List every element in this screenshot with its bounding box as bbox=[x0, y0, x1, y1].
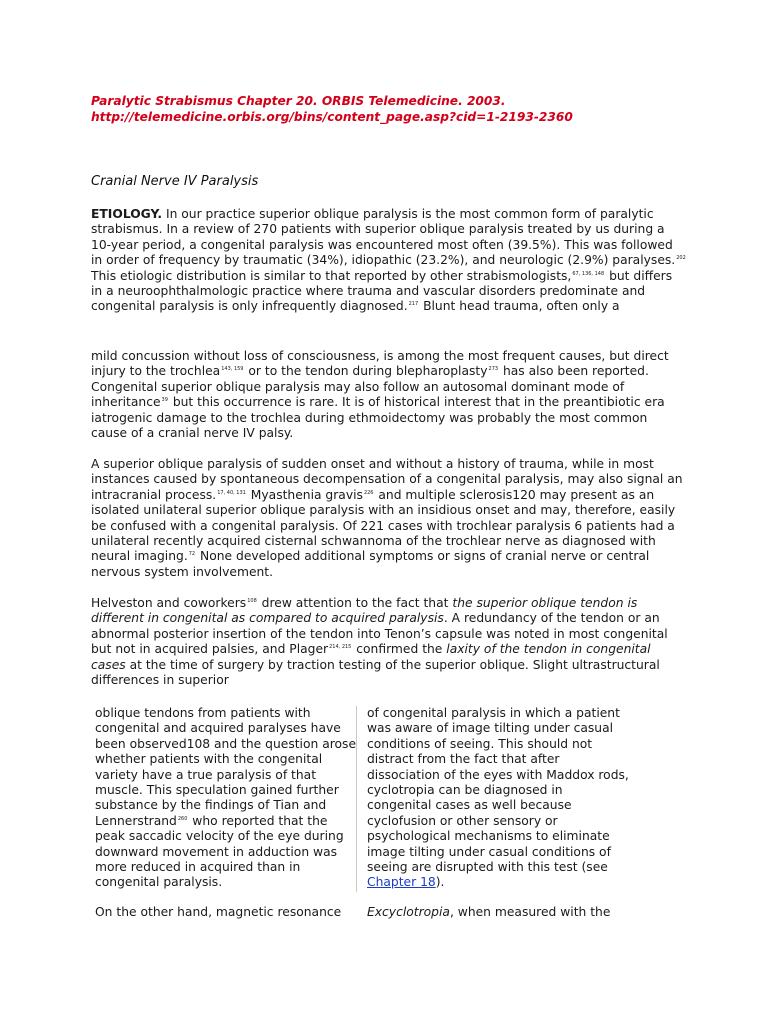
citation-url: http://telemedicine.orbis.org/bins/content_page.asp?cid=1-2193-2360 bbox=[91, 110, 573, 124]
right-column-paragraph-2 bbox=[367, 905, 629, 920]
footnote-ref: 143, 159 bbox=[221, 366, 244, 373]
emphasis: Excyclotropia bbox=[367, 904, 450, 919]
footnote-ref: 67, 136, 148 bbox=[572, 270, 605, 277]
footnote-ref: 226 bbox=[363, 489, 374, 496]
footnote-ref: 108 bbox=[247, 597, 257, 604]
left-column-paragraph bbox=[95, 706, 357, 891]
text-run: This etiologic distribution is similar to that reported by other strabismologists, bbox=[91, 268, 572, 283]
footnote-ref: 260 bbox=[177, 815, 188, 822]
text-run: or to the tendon during blepharoplasty bbox=[244, 364, 488, 379]
right-column bbox=[367, 706, 629, 920]
text-run: . A redundancy of the tendon or an abnormal posterior insertion of the tendon into Tenon’s capsule was noted in most congenital but not in acquired palsies, and Plager bbox=[91, 611, 668, 657]
footnote-ref: 39 bbox=[161, 397, 168, 404]
text-run: In our practice superior oblique paralysis is the most common form of paralytic strabismus. In a review of 270 patients with superior oblique paralysis treated by us during a 10-year period, a congenital paralysis was encountered most often (39.5%). This was followed in order of frequency by traumatic (34%), idiopathic (23.2%), and neurologic (2.9%) paralyses. bbox=[91, 207, 676, 268]
left-column bbox=[95, 706, 357, 920]
emphasis: the superior oblique tendon is different in congenital as compared to acquired paralysis bbox=[91, 596, 638, 626]
text-run: but differs in a neuroophthalmologic practice where trauma and vascular disorders predominate and congenital paralysis is only infrequently diagnosed. bbox=[91, 268, 673, 314]
footnote-ref: 273 bbox=[488, 366, 499, 373]
text-run: of congenital paralysis in which a patient was aware of image tilting under casual conditions of seeing. This should not distract from the fact that after dissociation of the eyes with Maddox rods, cyclotropia can be diagnosed in congenital cases as well because cyclofusion or other sensory or psychological mechanisms to eliminate image tilting under casual conditions of seeing are disrupted with this test (see bbox=[367, 706, 629, 875]
text-run: , when measured with the bbox=[449, 904, 611, 919]
text-run: at the time of surgery by traction testing of the superior oblique. Slight ultrastructural differences in superior bbox=[91, 657, 660, 688]
text-run: who reported that the peak saccadic velocity of the eye during downward movement in adduction was more reduced in acquired than in congenital paralysis. bbox=[95, 813, 344, 890]
citation-reference bbox=[91, 93, 731, 125]
paragraph-4 bbox=[91, 596, 687, 688]
footnote-ref: 17, 40, 131 bbox=[217, 489, 246, 496]
text-run: mild concussion without loss of consciousness, is among the most frequent causes, but direct injury to the trochlea bbox=[91, 349, 669, 379]
text-run: confirmed the bbox=[352, 642, 447, 657]
text-run: ). bbox=[435, 875, 445, 890]
etiology-paragraph bbox=[91, 207, 687, 315]
text-run: None developed additional symptoms or signs of cranial nerve or central nervous system involvement. bbox=[91, 549, 650, 579]
text-run: Myasthenia gravis bbox=[246, 487, 363, 502]
text-run: drew attention to the fact that bbox=[257, 596, 453, 610]
paragraph-3 bbox=[91, 457, 687, 580]
text-run: but this occurrence is rare. It is of historical interest that in the preantibiotic era iatrogenic damage to the trochlea during ethmoidectomy was probably the most common cause of a cranial nerve IV palsy. bbox=[91, 395, 665, 441]
text-run: A superior oblique paralysis of sudden onset and without a history of trauma, while in most instances caused by spontaneous decompensation of a congenital paralysis, may also signal an intracranial process. bbox=[91, 457, 683, 502]
section-heading: Cranial Nerve IV Paralysis bbox=[91, 174, 259, 189]
text-run: Blunt head trauma, often only a bbox=[419, 299, 620, 314]
footnote-ref: 72 bbox=[188, 551, 196, 558]
left-column-paragraph-2: On the other hand, magnetic resonance bbox=[95, 904, 342, 919]
right-column-paragraph bbox=[367, 706, 629, 891]
paragraph-2 bbox=[91, 349, 687, 441]
text-run: Helveston and coworkers bbox=[91, 596, 247, 610]
footnote-ref: 214, 215 bbox=[329, 644, 352, 651]
text-run: and multiple sclerosis120 may present as an isolated unilateral superior oblique paralysis with an insidious onset and may, therefore, easily be confused with a congenital paralysis. Of 221 cases with trochlear paralysis 6 patients had a unilateral recently acquired cisternal schwannoma of the trochlear nerve as diagnosed with neural imaging. bbox=[91, 487, 676, 564]
chapter-18-link[interactable]: Chapter 18 bbox=[367, 875, 436, 890]
footnote-ref: 217 bbox=[408, 301, 419, 308]
column-divider bbox=[356, 706, 357, 892]
text-run: has also been reported. Congenital superior oblique paralysis may also follow an autosomal dominant mode of inheritance bbox=[91, 364, 649, 410]
emphasis: laxity of the tendon in congenital cases bbox=[91, 642, 651, 672]
text-run: oblique tendons from patients with congenital and acquired paralyses have been observed108 and the question arose whether patients with the congenital variety have a true paralysis of that muscle. This speculation gained further substance by the findings of Tian and Lennerstrand bbox=[95, 706, 357, 828]
citation-title: Paralytic Strabismus Chapter 20. ORBIS Telemedicine. 2003. bbox=[91, 94, 506, 108]
footnote-ref: 202 bbox=[676, 255, 686, 262]
etiology-label: ETIOLOGY. bbox=[91, 207, 163, 221]
